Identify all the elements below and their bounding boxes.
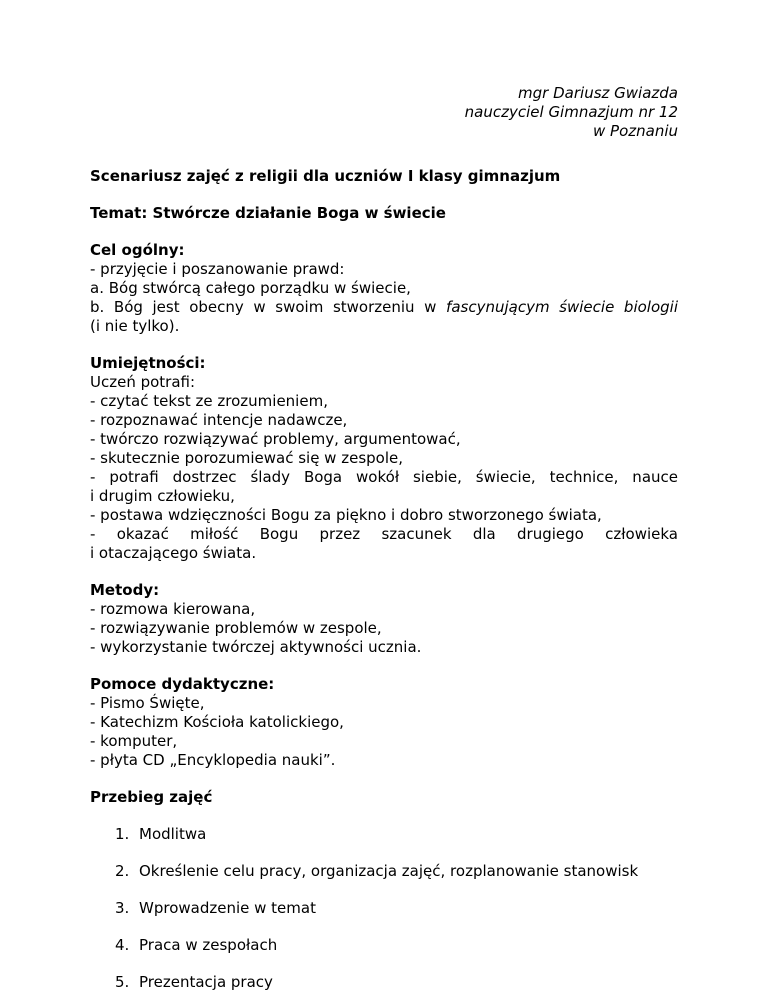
section-cel-ogolny bbox=[90, 241, 678, 336]
step-item bbox=[90, 899, 678, 918]
step-number: 2. bbox=[115, 862, 130, 880]
step-item bbox=[90, 936, 678, 955]
list-item: - płyta CD „Encyklopedia nauki”. bbox=[90, 751, 336, 769]
step-item bbox=[90, 825, 678, 844]
lesson-topic: Temat: Stwórcze działanie Boga w świecie bbox=[90, 204, 446, 222]
cel-line-text: b. Bóg jest obecny w swoim stworzeniu w bbox=[90, 298, 447, 316]
cel-line: (i nie tylko). bbox=[90, 317, 180, 335]
list-item: - czytać tekst ze zrozumieniem, bbox=[90, 392, 328, 410]
list-item: i otaczającego świata. bbox=[90, 544, 257, 562]
step-number: 1. bbox=[115, 825, 130, 843]
section-heading: Umiejętności: bbox=[90, 354, 206, 372]
list-item: - wykorzystanie twórczej aktywności ucznia. bbox=[90, 638, 422, 656]
step-number: 3. bbox=[115, 899, 130, 917]
list-item: - Pismo Święte, bbox=[90, 694, 205, 712]
author-position: nauczyciel Gimnazjum nr 12 bbox=[464, 103, 678, 121]
list-item: - twórczo rozwiązywać problemy, argumentować, bbox=[90, 430, 461, 448]
section-umiejetnosci bbox=[90, 354, 678, 563]
step-number: 4. bbox=[115, 936, 130, 954]
section-przebieg bbox=[90, 788, 678, 992]
section-heading: Pomoce dydaktyczne: bbox=[90, 675, 275, 693]
step-number: 5. bbox=[115, 973, 130, 991]
list-item: - rozpoznawać intencje nadawcze, bbox=[90, 411, 348, 429]
cel-line-emphasis: fascynującym świecie biologii bbox=[446, 298, 678, 316]
section-pomoce bbox=[90, 675, 678, 770]
cel-line: - przyjęcie i poszanowanie prawd: bbox=[90, 260, 345, 278]
document-title: Scenariusz zajęć z religii dla uczniów I klasy gimnazjum bbox=[90, 167, 561, 185]
section-heading: Metody: bbox=[90, 581, 160, 599]
step-text: Modlitwa bbox=[139, 825, 207, 843]
section-metody bbox=[90, 581, 678, 657]
umiejetnosci-intro: Uczeń potrafi: bbox=[90, 373, 196, 391]
author-city: w Poznaniu bbox=[592, 122, 678, 140]
list-item: - komputer, bbox=[90, 732, 178, 750]
step-text: Określenie celu pracy, organizacja zajęć, rozplanowanie stanowisk bbox=[139, 862, 639, 880]
step-text: Wprowadzenie w temat bbox=[139, 899, 316, 917]
document-page bbox=[90, 84, 678, 992]
list-item: - okazać miłość Bogu przez szacunek dla drugiego człowieka bbox=[90, 525, 678, 543]
list-item: i drugim człowieku, bbox=[90, 487, 235, 505]
list-item: - potrafi dostrzec ślady Boga wokół siebie, świecie, technice, nauce bbox=[90, 468, 678, 486]
steps-list bbox=[90, 825, 678, 992]
list-item: - skutecznie porozumiewać się w zespole, bbox=[90, 449, 404, 467]
list-item: - rozmowa kierowana, bbox=[90, 600, 256, 618]
section-heading: Cel ogólny: bbox=[90, 241, 185, 259]
list-item: - Katechizm Kościoła katolickiego, bbox=[90, 713, 344, 731]
cel-line: a. Bóg stwórcą całego porządku w świecie, bbox=[90, 279, 411, 297]
step-text: Prezentacja pracy bbox=[139, 973, 273, 991]
list-item: - rozwiązywanie problemów w zespole, bbox=[90, 619, 382, 637]
section-heading: Przebieg zajęć bbox=[90, 788, 213, 806]
step-text: Praca w zespołach bbox=[139, 936, 278, 954]
step-item bbox=[90, 973, 678, 992]
list-item: - postawa wdzięczności Bogu za piękno i dobro stworzonego świata, bbox=[90, 506, 602, 524]
cel-line bbox=[90, 298, 678, 317]
author-name: mgr Dariusz Gwiazda bbox=[518, 84, 678, 102]
step-item bbox=[90, 862, 678, 881]
author-block bbox=[90, 84, 678, 141]
